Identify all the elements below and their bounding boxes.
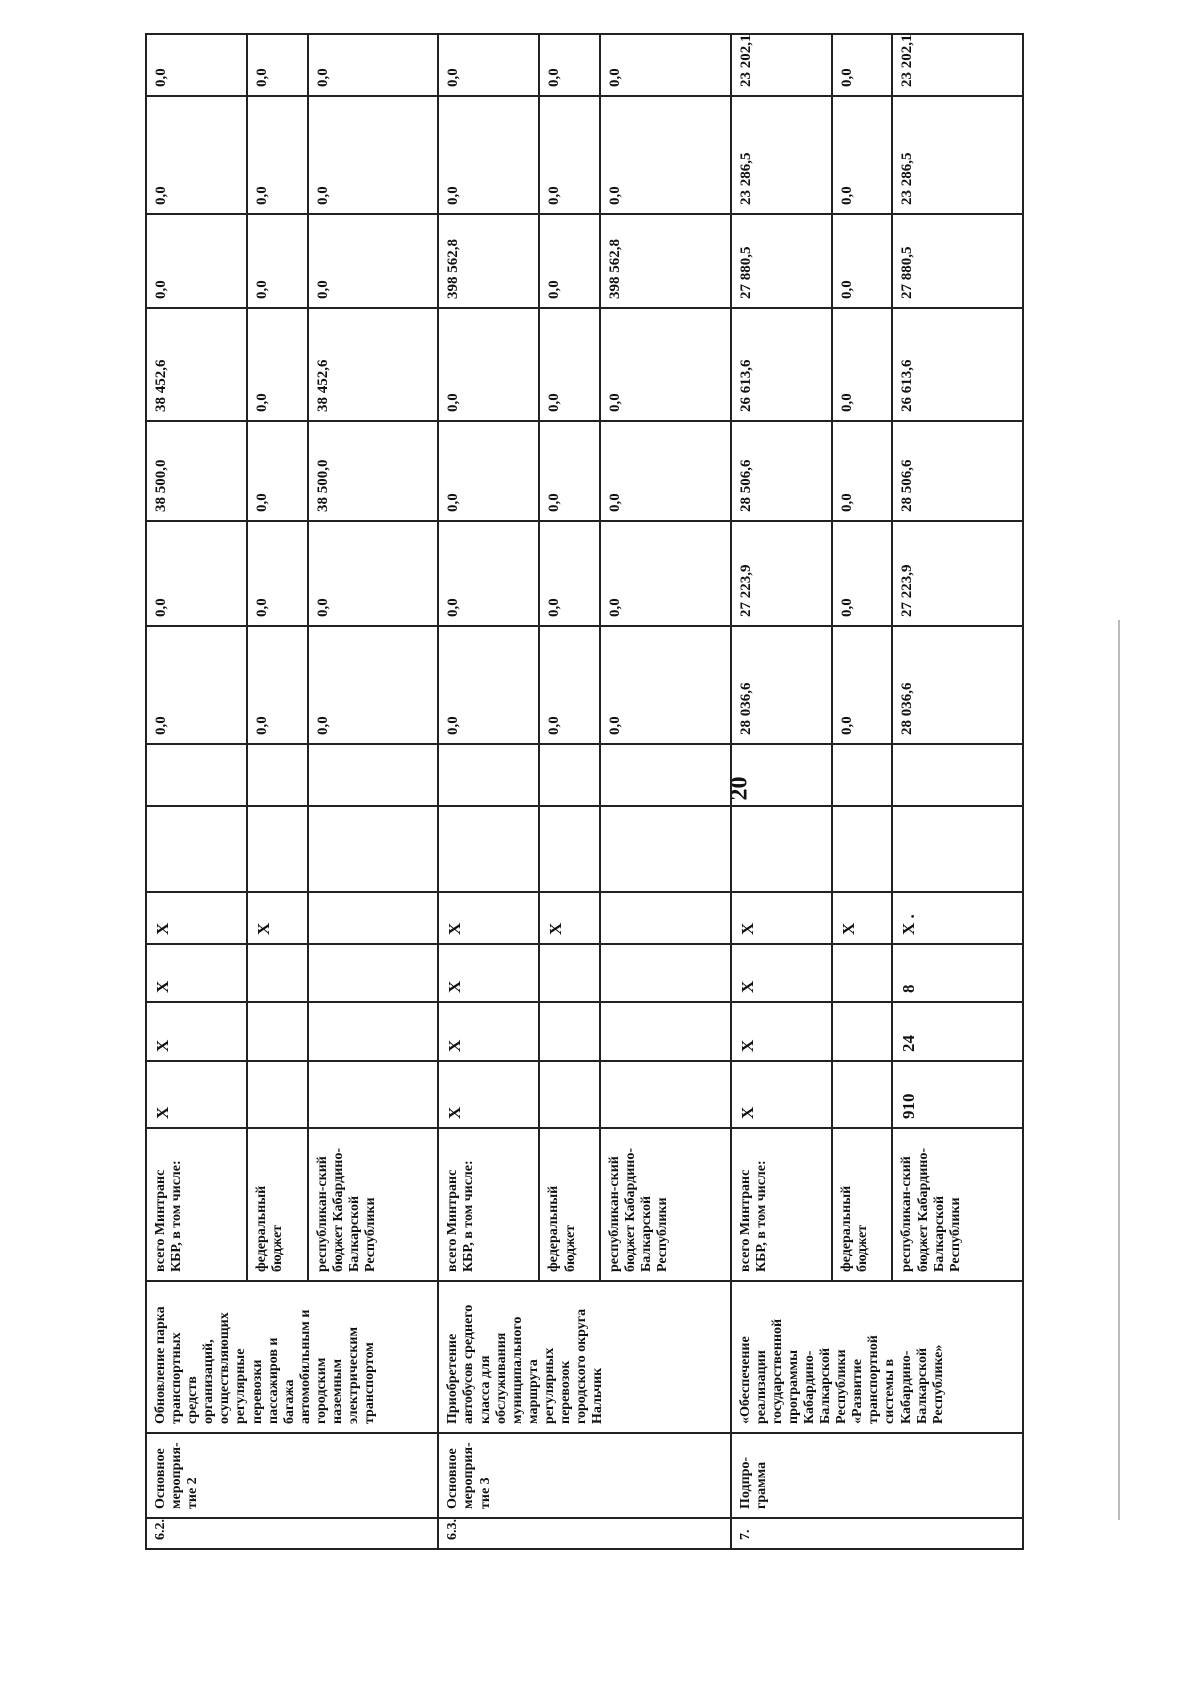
empty-cell: [308, 744, 438, 806]
amount-cell: 0,0: [539, 421, 600, 521]
amount-cell: 28 036,6: [731, 626, 832, 744]
code-cell-csr: [832, 944, 893, 1002]
amount-cell: 0,0: [832, 308, 893, 421]
amount-cell: 0,0: [308, 96, 438, 214]
amount-cell: 28 506,6: [892, 421, 1023, 521]
empty-cell: [539, 806, 600, 892]
amount-cell: 23 202,1: [892, 34, 1023, 96]
row-status: Основное мероприя-тие 2: [146, 1433, 438, 1518]
table-row: [731, 34, 832, 1549]
amount-cell: 0,0: [600, 96, 730, 214]
empty-cell: [892, 806, 1023, 892]
amount-cell: 0,0: [146, 96, 247, 214]
code-cell-rzpr: 24: [892, 1002, 1023, 1061]
code-cell-vr: X: [539, 892, 600, 944]
amount-cell: 0,0: [308, 521, 438, 626]
amount-cell: 0,0: [539, 214, 600, 308]
amount-cell: 0,0: [146, 214, 247, 308]
amount-cell: 0,0: [600, 521, 730, 626]
amount-cell: 0,0: [539, 308, 600, 421]
budget-table-body: [146, 34, 1023, 1549]
row-number: 6.3.: [438, 1518, 730, 1549]
empty-cell: [438, 744, 539, 806]
code-cell-grbs: [600, 1061, 730, 1128]
empty-cell: [308, 806, 438, 892]
row-status: Подпро-грамма: [731, 1433, 1023, 1518]
amount-cell: 0,0: [308, 214, 438, 308]
amount-cell: 0,0: [438, 96, 539, 214]
empty-cell: [832, 806, 893, 892]
funding-source-label: федеральный бюджет: [832, 1128, 893, 1281]
code-cell-vr: X: [146, 892, 247, 944]
empty-cell: [600, 806, 730, 892]
code-cell-vr: [600, 892, 730, 944]
row-status: Основное мероприя-тие 3: [438, 1433, 730, 1518]
amount-cell: 26 613,6: [892, 308, 1023, 421]
code-cell-rzpr: X: [438, 1002, 539, 1061]
code-cell-rzpr: X: [731, 1002, 832, 1061]
code-cell-grbs: [832, 1061, 893, 1128]
funding-source-label: всего Минтранс КБР, в том числе:: [438, 1128, 539, 1281]
amount-cell: 26 613,6: [731, 308, 832, 421]
amount-cell: 0,0: [438, 421, 539, 521]
code-cell-grbs: 910: [892, 1061, 1023, 1128]
amount-cell: 38 452,6: [308, 308, 438, 421]
amount-cell: 0,0: [832, 521, 893, 626]
amount-cell: 27 223,9: [892, 521, 1023, 626]
empty-cell: [146, 806, 247, 892]
empty-cell: [731, 744, 832, 806]
amount-cell: 0,0: [308, 626, 438, 744]
scan-artifact-line: [1118, 620, 1120, 1520]
row-number: 6.2.: [146, 1518, 438, 1549]
amount-cell: 0,0: [832, 34, 893, 96]
empty-cell: [731, 806, 832, 892]
code-cell-grbs: [539, 1061, 600, 1128]
funding-source-label: республикан-ский бюджет Кабардино-Балкарской Республики: [892, 1128, 1023, 1281]
funding-source-label: всего Минтранс КБР, в том числе:: [146, 1128, 247, 1281]
amount-cell: 0,0: [438, 521, 539, 626]
code-cell-csr: X: [146, 944, 247, 1002]
funding-source-label: федеральный бюджет: [247, 1128, 308, 1281]
code-cell-vr: X .: [892, 892, 1023, 944]
code-cell-grbs: [247, 1061, 308, 1128]
amount-cell: 23 202,1: [731, 34, 832, 96]
code-cell-rzpr: [600, 1002, 730, 1061]
amount-cell: 0,0: [438, 34, 539, 96]
code-cell-csr: [539, 944, 600, 1002]
code-cell-rzpr: [308, 1002, 438, 1061]
code-cell-vr: X: [731, 892, 832, 944]
table-row: [146, 34, 247, 1549]
empty-cell: [832, 744, 893, 806]
row-title: Обновление парка транспортных средств организаций, осуществляющих регулярные перевозки пассажиров и багажа автомобильным и городским наземным электрическим транспортом: [146, 1281, 438, 1433]
amount-cell: 0,0: [146, 521, 247, 626]
code-cell-grbs: X: [146, 1061, 247, 1128]
budget-table: [145, 33, 1024, 1550]
empty-cell: [539, 744, 600, 806]
amount-cell: 0,0: [146, 626, 247, 744]
amount-cell: 38 452,6: [146, 308, 247, 421]
amount-cell: 0,0: [539, 626, 600, 744]
empty-cell: [146, 744, 247, 806]
funding-source-label: всего Минтранс КБР, в том числе:: [731, 1128, 832, 1281]
amount-cell: 28 506,6: [731, 421, 832, 521]
amount-cell: 38 500,0: [308, 421, 438, 521]
code-cell-csr: X: [731, 944, 832, 1002]
code-cell-csr: [247, 944, 308, 1002]
amount-cell: 0,0: [832, 421, 893, 521]
amount-cell: 0,0: [832, 96, 893, 214]
empty-cell: [247, 744, 308, 806]
amount-cell: 398 562,8: [438, 214, 539, 308]
amount-cell: 0,0: [832, 214, 893, 308]
amount-cell: 27 223,9: [731, 521, 832, 626]
code-cell-vr: X: [438, 892, 539, 944]
amount-cell: 0,0: [600, 308, 730, 421]
amount-cell: 0,0: [438, 626, 539, 744]
row-number: 7.: [731, 1518, 1023, 1549]
amount-cell: 0,0: [247, 626, 308, 744]
amount-cell: 0,0: [539, 96, 600, 214]
empty-cell: [892, 744, 1023, 806]
amount-cell: 0,0: [146, 34, 247, 96]
amount-cell: 0,0: [247, 521, 308, 626]
row-title: Приобретение автобусов среднего класса для обслуживания муниципального маршрута регулярных перевозок городского округа Нальчик: [438, 1281, 730, 1433]
amount-cell: 0,0: [438, 308, 539, 421]
funding-source-label: республикан-ский бюджет Кабардино-Балкарской Республики: [308, 1128, 438, 1281]
page-number: 20: [726, 776, 753, 801]
code-cell-csr: [600, 944, 730, 1002]
amount-cell: 398 562,8: [600, 214, 730, 308]
code-cell-rzpr: [539, 1002, 600, 1061]
amount-cell: 0,0: [247, 34, 308, 96]
budget-table-container: [145, 35, 1024, 1550]
code-cell-vr: X: [247, 892, 308, 944]
amount-cell: 38 500,0: [146, 421, 247, 521]
code-cell-csr: 8: [892, 944, 1023, 1002]
code-cell-rzpr: [247, 1002, 308, 1061]
code-cell-grbs: [308, 1061, 438, 1128]
empty-cell: [247, 806, 308, 892]
amount-cell: 0,0: [539, 34, 600, 96]
code-cell-rzpr: [832, 1002, 893, 1061]
amount-cell: 27 880,5: [731, 214, 832, 308]
empty-cell: [600, 744, 730, 806]
amount-cell: 0,0: [600, 34, 730, 96]
amount-cell: 28 036,6: [892, 626, 1023, 744]
code-cell-csr: [308, 944, 438, 1002]
amount-cell: 23 286,5: [892, 96, 1023, 214]
amount-cell: 0,0: [600, 421, 730, 521]
amount-cell: 0,0: [247, 421, 308, 521]
code-cell-rzpr: X: [146, 1002, 247, 1061]
code-cell-vr: X: [832, 892, 893, 944]
funding-source-label: республикан-ский бюджет Кабардино-Балкарской Республики: [600, 1128, 730, 1281]
amount-cell: 0,0: [600, 626, 730, 744]
amount-cell: 27 880,5: [892, 214, 1023, 308]
empty-cell: [438, 806, 539, 892]
code-cell-grbs: X: [438, 1061, 539, 1128]
code-cell-csr: X: [438, 944, 539, 1002]
amount-cell: 0,0: [247, 308, 308, 421]
table-row: [438, 34, 539, 1549]
amount-cell: 23 286,5: [731, 96, 832, 214]
row-title: «Обеспечение реализации государственной программы Кабардино-Балкарской Республики «Развитие транспортной системы в Кабардино-Балкарской Республике»: [731, 1281, 1023, 1433]
funding-source-label: федеральный бюджет: [539, 1128, 600, 1281]
amount-cell: 0,0: [308, 34, 438, 96]
amount-cell: 0,0: [247, 96, 308, 214]
code-cell-vr: [308, 892, 438, 944]
code-cell-grbs: X: [731, 1061, 832, 1128]
amount-cell: 0,0: [539, 521, 600, 626]
amount-cell: 0,0: [832, 626, 893, 744]
amount-cell: 0,0: [247, 214, 308, 308]
